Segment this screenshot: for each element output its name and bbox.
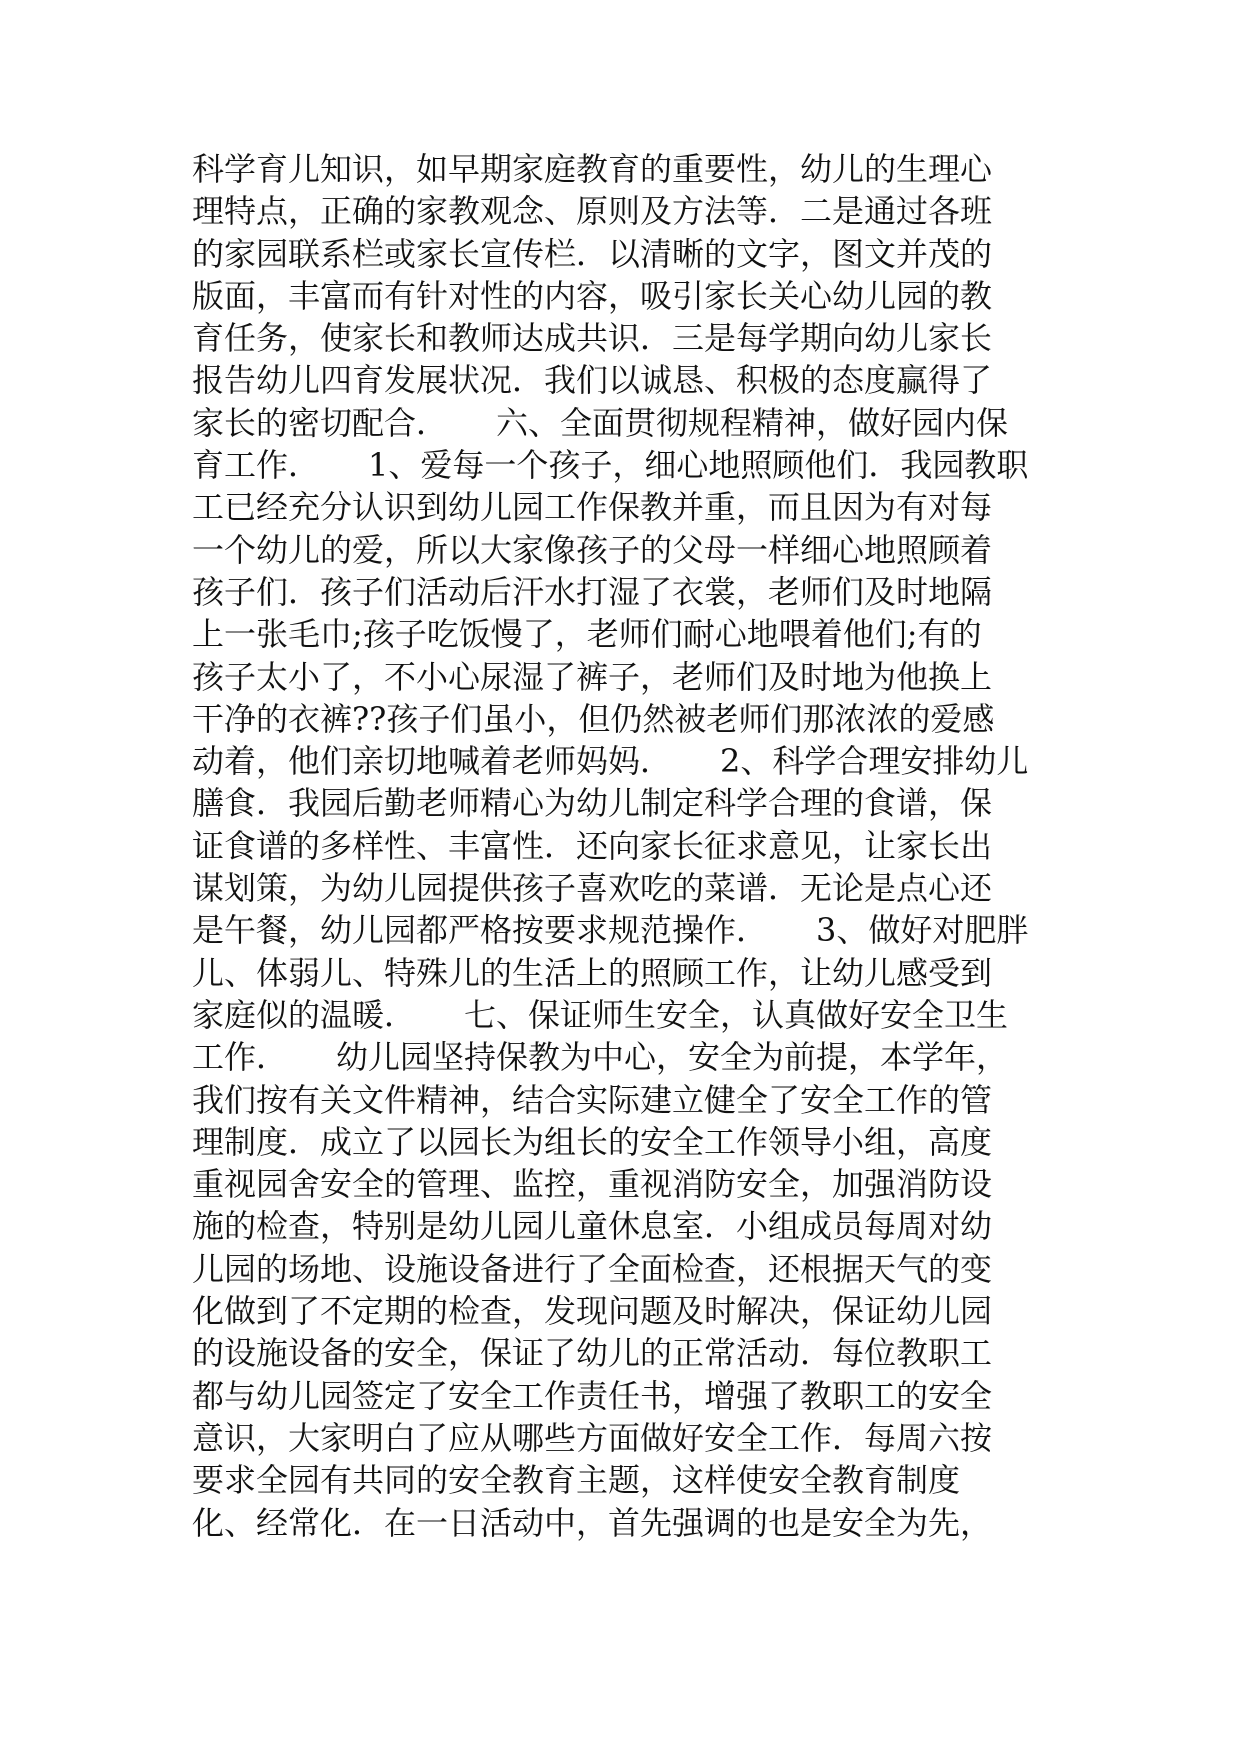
text-line: 动着，他们亲切地喊着老师妈妈． 2、科学合理安排幼儿: [192, 742, 1029, 781]
text-line: 理特点，正确的家教观念、原则及方法等．二是通过各班: [192, 192, 993, 231]
text-line: 儿、体弱儿、特殊儿的生活上的照顾工作，让幼儿感受到: [192, 953, 993, 992]
text-line: 膳食．我园后勤老师精心为幼儿制定科学合理的食谱，保: [192, 784, 993, 823]
text-line: 一个幼儿的爱，所以大家像孩子的父母一样细心地照顾着: [192, 530, 993, 569]
text-line: 重视园舍安全的管理、监控，重视消防安全，加强消防设: [192, 1165, 993, 1204]
text-line: 版面，丰富而有针对性的内容，吸引家长关心幼儿园的教: [192, 276, 993, 315]
text-line: 孩子们．孩子们活动后汗水打湿了衣裳，老师们及时地隔: [192, 572, 993, 611]
text-line: 干净的衣裤??孩子们虽小，但仍然被老师们那浓浓的爱感: [192, 699, 995, 738]
text-line: 化、经常化．在一日活动中，首先强调的也是安全为先，: [192, 1503, 993, 1542]
text-line: 科学育儿知识，如早期家庭教育的重要性，幼儿的生理心: [192, 150, 993, 188]
text-line: 化做到了不定期的检查，发现问题及时解决，保证幼儿园: [192, 1292, 993, 1331]
text-line: 儿园的场地、设施设备进行了全面检查，还根据天气的变: [192, 1249, 993, 1288]
text-line: 育任务，使家长和教师达成共识．三是每学期向幼儿家长: [192, 319, 993, 358]
text-line: 报告幼儿四育发展状况．我们以诚恳、积极的态度赢得了: [192, 361, 993, 400]
text-line: 的家园联系栏或家长宣传栏．以清晰的文字，图文并茂的: [192, 234, 993, 273]
text-line: 我们按有关文件精神，结合实际建立健全了安全工作的管: [192, 1080, 993, 1119]
text-line: 施的检查，特别是幼儿园儿童休息室．小组成员每周对幼: [192, 1207, 993, 1246]
body-text: [192, 148, 1092, 1544]
text-line: 家长的密切配合． 六、全面贯彻规程精神，做好园内保: [192, 403, 1009, 442]
text-line: 孩子太小了，不小心尿湿了裤子，老师们及时地为他换上: [192, 657, 993, 696]
text-line: 谋划策，为幼儿园提供孩子喜欢吃的菜谱．无论是点心还: [192, 869, 993, 908]
text-line: 要求全园有共同的安全教育主题，这样使安全教育制度: [192, 1461, 961, 1500]
text-line: 育工作． 1、爱每一个孩子，细心地照顾他们．我园教职: [192, 446, 1029, 485]
text-line: 证食谱的多样性、丰富性．还向家长征求意见，让家长出: [192, 826, 993, 865]
text-line: 意识，大家明白了应从哪些方面做好安全工作．每周六按: [192, 1418, 993, 1457]
text-line: 都与幼儿园签定了安全工作责任书，增强了教职工的安全: [192, 1376, 993, 1415]
text-line: 工已经充分认识到幼儿园工作保教并重，而且因为有对每: [192, 488, 993, 527]
text-line: 上一张毛巾;孩子吃饭慢了，老师们耐心地喂着他们;有的: [192, 615, 982, 654]
text-line: 的设施设备的安全，保证了幼儿的正常活动．每位教职工: [192, 1334, 993, 1373]
text-line: 理制度．成立了以园长为组长的安全工作领导小组，高度: [192, 1122, 993, 1161]
text-line: 工作． 幼儿园坚持保教为中心，安全为前提，本学年，: [192, 1038, 1009, 1077]
text-line: 家庭似的温暖． 七、保证师生安全，认真做好安全卫生: [192, 995, 1009, 1034]
text-line: 是午餐，幼儿园都严格按要求规范操作． 3、做好对肥胖: [192, 911, 1029, 950]
